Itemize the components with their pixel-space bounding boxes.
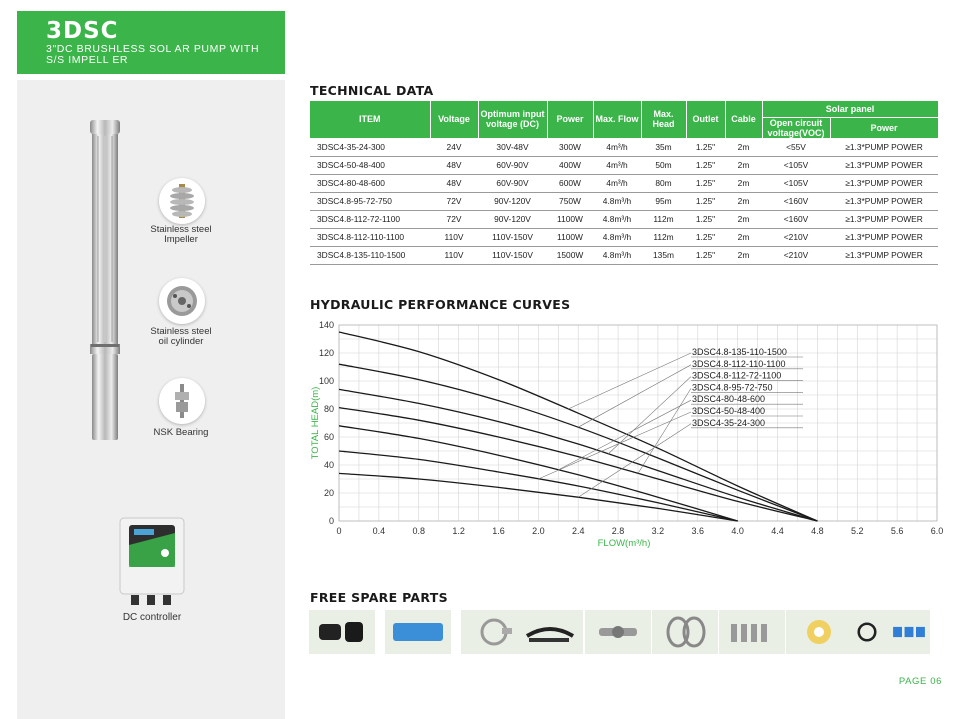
cell-voltage: 110V xyxy=(430,228,478,246)
cell-outlet: 1.25" xyxy=(686,246,725,264)
model-subtitle: 3"DC BRUSHLESS SOL AR PUMP WITH S/S IMPELL ER xyxy=(46,43,260,66)
cell-panel-power: ≥1.3*PUMP POWER xyxy=(830,192,938,210)
table-row xyxy=(310,174,938,192)
cell-flow: 4.8m³/h xyxy=(593,192,641,210)
x-tick-label: 0.4 xyxy=(372,526,386,536)
bearing-caption: NSK Bearing xyxy=(153,427,209,438)
cell-item: 3DSC4-35-24-300 xyxy=(310,138,430,156)
page-number: PAGE 06 xyxy=(898,676,942,687)
cell-head: 112m xyxy=(641,228,686,246)
cell-power: 400W xyxy=(547,156,593,174)
cell-voltage: 48V xyxy=(430,156,478,174)
cell-voc: <210V xyxy=(762,246,830,264)
cell-flow: 4.8m³/h xyxy=(593,246,641,264)
cell-voltage: 110V xyxy=(430,246,478,264)
cable-tie-icon xyxy=(517,610,583,654)
rubber-mat-icon xyxy=(385,610,451,654)
cell-optimum: 90V-120V xyxy=(478,210,547,228)
cell-optimum: 90V-120V xyxy=(478,192,547,210)
cell-power: 1100W xyxy=(547,210,593,228)
technical-data-table xyxy=(310,101,939,265)
x-tick-label: 6.0 xyxy=(930,526,944,536)
cell-head: 50m xyxy=(641,156,686,174)
cell-panel-power: ≥1.3*PUMP POWER xyxy=(830,228,938,246)
legend-label: 3DSC4.8-112-110-1100 xyxy=(692,358,786,369)
cell-panel-power: ≥1.3*PUMP POWER xyxy=(830,156,938,174)
y-tick-label: 60 xyxy=(323,432,334,442)
legend-label: 3DSC4.8-135-110-1500 xyxy=(692,347,787,357)
cell-head: 135m xyxy=(641,246,686,264)
cell-cable: 2m xyxy=(725,246,762,264)
x-tick-label: 5.6 xyxy=(890,526,904,536)
cell-panel-power: ≥1.3*PUMP POWER xyxy=(830,210,938,228)
cell-item: 3DSC4.8-95-72-750 xyxy=(310,192,430,210)
impeller-icon xyxy=(159,178,205,224)
col-item: ITEM xyxy=(310,101,430,138)
cell-optimum: 110V-150V xyxy=(478,228,547,246)
table-row xyxy=(310,246,938,264)
legend-label: 3DSC4.8-95-72-750 xyxy=(692,382,773,393)
cell-item: 3DSC4.8-112-72-1100 xyxy=(310,210,430,228)
model-title: 3DSC xyxy=(46,18,119,44)
bearing-icon xyxy=(159,378,205,424)
table-row xyxy=(310,192,938,210)
impeller-caption: Stainless steel Impeller xyxy=(150,224,212,245)
curves-title: HYDRAULIC PERFORMANCE CURVES xyxy=(310,297,571,312)
y-tick-label: 120 xyxy=(318,348,334,358)
cell-voltage: 72V xyxy=(430,210,478,228)
y-tick-label: 20 xyxy=(323,488,334,498)
y-tick-label: 80 xyxy=(323,404,334,414)
cell-item: 3DSC4.8-112-110-1100 xyxy=(310,228,430,246)
oil-cylinder-icon xyxy=(159,278,205,324)
legend-label: 3DSC4-50-48-400 xyxy=(692,406,766,416)
cell-power: 1500W xyxy=(547,246,593,264)
cell-outlet: 1.25" xyxy=(686,156,725,174)
col-voltage: Voltage xyxy=(430,101,478,138)
x-tick-label: 0.8 xyxy=(412,526,425,536)
cell-optimum: 60V-90V xyxy=(478,156,547,174)
col-outlet: Outlet xyxy=(686,101,725,138)
x-tick-label: 1.2 xyxy=(452,526,465,536)
x-tick-label: 3.6 xyxy=(691,526,705,536)
col-flow: Max. Flow xyxy=(593,101,641,138)
terminal-block-icon xyxy=(888,610,930,654)
technical-data-title: TECHNICAL DATA xyxy=(310,83,434,98)
cell-flow: 4m³/h xyxy=(593,174,641,192)
y-tick-label: 0 xyxy=(328,516,334,526)
cell-outlet: 1.25" xyxy=(686,228,725,246)
col-voc: Open circuit voltage(VOC) xyxy=(762,117,830,138)
y-axis-label: TOTAL HEAD(m) xyxy=(310,386,321,460)
cell-cable: 2m xyxy=(725,228,762,246)
cell-voltage: 48V xyxy=(430,174,478,192)
col-power: Power xyxy=(547,101,593,138)
y-tick-label: 140 xyxy=(318,320,334,330)
cell-cable: 2m xyxy=(725,156,762,174)
cell-outlet: 1.25" xyxy=(686,174,725,192)
leader-line xyxy=(578,424,691,497)
cell-head: 112m xyxy=(641,210,686,228)
cell-voc: <160V xyxy=(762,210,830,228)
cell-panel-power: ≥1.3*PUMP POWER xyxy=(830,174,938,192)
cell-outlet: 1.25" xyxy=(686,210,725,228)
cell-flow: 4m³/h xyxy=(593,138,641,156)
col-panel-power: Power xyxy=(830,117,938,138)
cell-outlet: 1.25" xyxy=(686,192,725,210)
col-head: Max. Head xyxy=(641,101,686,138)
legend-label: 3DSC4-80-48-600 xyxy=(692,394,766,405)
cell-power: 600W xyxy=(547,174,593,192)
cell-power: 300W xyxy=(547,138,593,156)
x-tick-label: 2.8 xyxy=(611,526,625,536)
controller-image xyxy=(117,515,187,607)
table-row xyxy=(310,210,938,228)
x-tick-label: 0 xyxy=(336,526,342,536)
cell-power: 750W xyxy=(547,192,593,210)
cell-head: 35m xyxy=(641,138,686,156)
cell-voc: <210V xyxy=(762,228,830,246)
cell-head: 95m xyxy=(641,192,686,210)
col-optimum: Optimum input voltage (DC) xyxy=(478,101,547,138)
table-row xyxy=(310,156,938,174)
leader-line xyxy=(578,365,691,427)
cell-cable: 2m xyxy=(725,210,762,228)
cell-head: 80m xyxy=(641,174,686,192)
cell-voc: <105V xyxy=(762,174,830,192)
x-axis-label: FLOW(m³/h) xyxy=(597,538,651,549)
cell-item: 3DSC4-80-48-600 xyxy=(310,174,430,192)
cell-item: 3DSC4.8-135-110-1500 xyxy=(310,246,430,264)
oil-cylinder-caption: Stainless steel oil cylinder xyxy=(150,326,212,347)
col-cable: Cable xyxy=(725,101,762,138)
legend-label: 3DSC4-35-24-300 xyxy=(692,417,766,428)
cell-voc: <55V xyxy=(762,138,830,156)
cell-item: 3DSC4-50-48-400 xyxy=(310,156,430,174)
cell-voltage: 24V xyxy=(430,138,478,156)
bolt-set-icon xyxy=(719,610,785,654)
x-tick-label: 2.4 xyxy=(571,526,585,536)
spare-parts-title: FREE SPARE PARTS xyxy=(310,590,448,605)
cell-cable: 2m xyxy=(725,192,762,210)
y-tick-label: 40 xyxy=(323,460,334,470)
cell-voc: <105V xyxy=(762,156,830,174)
sealing-tape-icon xyxy=(786,610,852,654)
leader-line xyxy=(608,377,691,454)
x-tick-label: 1.6 xyxy=(492,526,505,536)
col-solar-panel: Solar panel xyxy=(762,101,938,117)
cell-flow: 4.8m³/h xyxy=(593,210,641,228)
joint-connector-icon xyxy=(585,610,651,654)
cell-optimum: 30V-48V xyxy=(478,138,547,156)
cell-outlet: 1.25" xyxy=(686,138,725,156)
x-tick-label: 3.2 xyxy=(651,526,665,536)
x-tick-label: 4.4 xyxy=(771,526,784,536)
table-row xyxy=(310,138,938,156)
cell-flow: 4.8m³/h xyxy=(593,228,641,246)
leader-line xyxy=(538,412,691,479)
title-block xyxy=(17,11,285,74)
table-row xyxy=(310,228,938,246)
sealing-ring-icon xyxy=(846,610,888,654)
cell-optimum: 110V-150V xyxy=(478,246,547,264)
pump-image xyxy=(80,118,130,448)
cell-cable: 2m xyxy=(725,138,762,156)
cell-power: 1100W xyxy=(547,228,593,246)
x-tick-label: 4.0 xyxy=(731,526,744,536)
controller-caption: DC controller xyxy=(122,612,182,623)
x-tick-label: 2.0 xyxy=(532,526,545,536)
cell-panel-power: ≥1.3*PUMP POWER xyxy=(830,138,938,156)
cell-voltage: 72V xyxy=(430,192,478,210)
cell-cable: 2m xyxy=(725,174,762,192)
cell-panel-power: ≥1.3*PUMP POWER xyxy=(830,246,938,264)
legend-label: 3DSC4.8-112-72-1100 xyxy=(692,370,782,381)
cell-optimum: 60V-90V xyxy=(478,174,547,192)
cable-plug-icon xyxy=(309,610,375,654)
performance-chart xyxy=(300,315,950,555)
x-tick-label: 5.2 xyxy=(851,526,864,536)
y-tick-label: 100 xyxy=(318,376,334,386)
x-tick-label: 4.8 xyxy=(811,526,824,536)
cell-flow: 4m³/h xyxy=(593,156,641,174)
hook-icon xyxy=(652,610,718,654)
product-panel xyxy=(17,80,285,719)
cell-voc: <160V xyxy=(762,192,830,210)
